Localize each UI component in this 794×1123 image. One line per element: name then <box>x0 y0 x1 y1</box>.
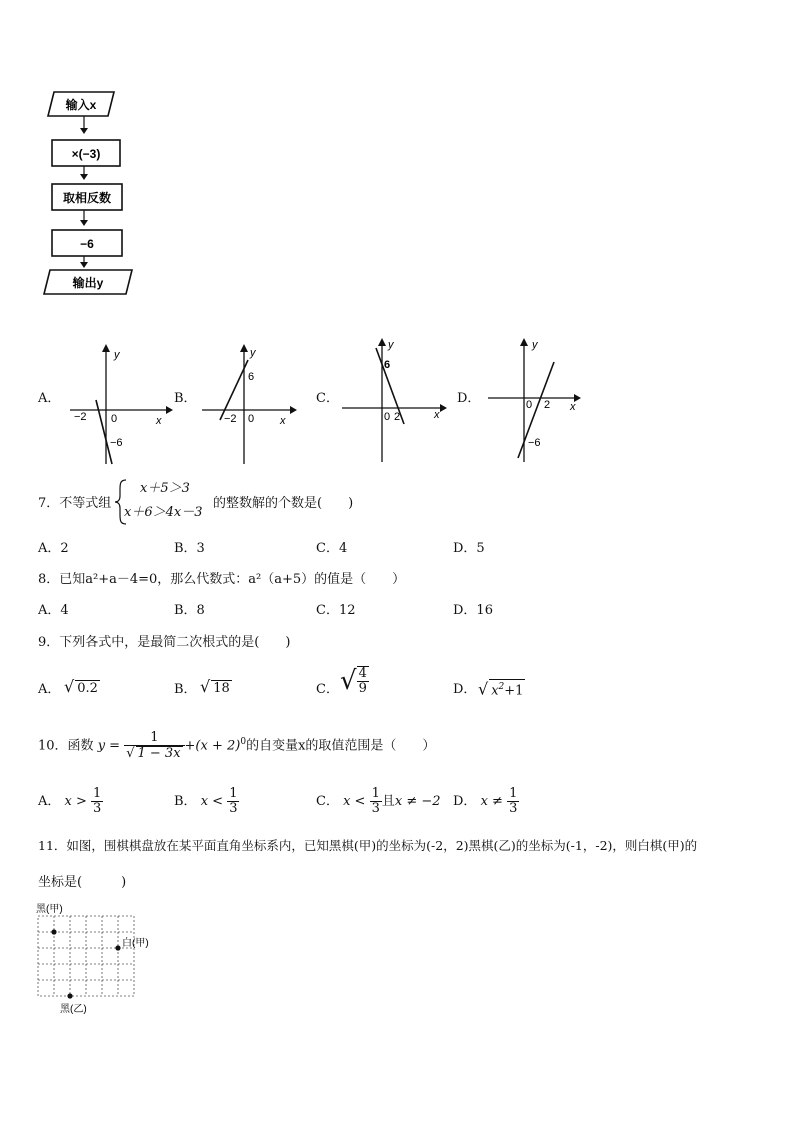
q10-b-den: 3 <box>229 801 238 816</box>
q7-option-a: A．2 <box>38 541 69 556</box>
go-board-figure <box>34 900 174 1020</box>
flowchart-step-subtract: −6 <box>80 237 94 251</box>
q9-option-d-label: D． <box>453 682 477 697</box>
q10-frac-num: 1 <box>124 731 184 746</box>
q10-d-num: 1 <box>509 786 518 801</box>
flowchart-step-input: 输入x <box>65 98 97 112</box>
q7-option-d: D．5 <box>453 541 485 556</box>
q9-option-a: √ 0.2 <box>64 677 98 696</box>
graph-option-b-label: B． <box>174 391 197 406</box>
q7-inequality-1: x＋5＞3 <box>140 481 190 496</box>
q10-b-lhs: x < <box>200 794 224 809</box>
graph-option-a-label: A． <box>38 391 61 406</box>
q10-d-lhs: x ≠ <box>480 794 503 809</box>
graph-a-yint: −6 <box>110 437 123 449</box>
q9-option-d: √ $x^2+1$ <box>478 679 524 699</box>
black-stone-a <box>51 929 56 934</box>
q9-c-denominator: 9 <box>358 681 367 696</box>
q10-option-d-label: D． <box>453 794 477 809</box>
label-white-a: 白(甲) <box>122 938 149 949</box>
graph-b-axis-y: y <box>250 347 256 359</box>
graph-c-yint: 6 <box>384 359 391 371</box>
q9-option-b: √ 18 <box>200 677 230 696</box>
q10-a-lhs: x > <box>64 794 87 809</box>
q10-frac-den: 1 − 3x <box>137 746 181 761</box>
q9-stem: 9．下列各式中，是最简二次根式的是( ) <box>38 635 291 650</box>
q10-exp: 0 <box>240 737 247 748</box>
white-stone-a <box>115 945 120 950</box>
q11-stem-line1: 11．如图，围棋棋盘放在某平面直角坐标系内，已知黑棋(甲)的坐标为(-2，2)黑棋(乙)的坐标为(-1，-2)，则白棋(甲)的 <box>38 838 698 853</box>
q9-option-a-label: A． <box>38 682 61 697</box>
graph-c-origin: 0 <box>384 411 391 423</box>
q10-option-b <box>174 787 239 816</box>
q10-a-den: 3 <box>93 801 102 816</box>
q9-d-exp: 2 <box>498 682 505 692</box>
q9-c-numerator: 4 <box>358 666 367 681</box>
q9-d-rest: +1 <box>504 683 524 699</box>
graph-a-axis-x: x <box>156 415 162 427</box>
q10-c-num: 1 <box>371 786 380 801</box>
q8-option-d: D．16 <box>453 603 493 618</box>
graph-option-d-label: D． <box>457 391 481 406</box>
graph-c-axis-x: x <box>434 409 440 421</box>
q9-option-b-label: B． <box>174 682 197 697</box>
graph-b-axis-x: x <box>280 415 286 427</box>
q10-option-c-label: C． <box>316 794 339 809</box>
q10-stem: 10．函数 y = $\frac{1}{√ 1 - 3x}$ $+(x + 2)^0$的自变量x的取值范围是（ ） <box>38 730 436 761</box>
q9-option-c: √ $\frac{4}{9}$ <box>340 666 367 696</box>
q7-option-c: C．4 <box>316 541 348 556</box>
graph-d-axis-y: y <box>532 339 538 351</box>
q10-option-a-label: A． <box>38 794 61 809</box>
q10-option-b-label: B． <box>174 794 197 809</box>
graph-option-c <box>340 334 452 466</box>
graph-c-xint: 2 <box>394 411 401 423</box>
q10-c-lhs: x < <box>343 794 366 809</box>
graph-d-xint: 2 <box>544 399 551 411</box>
graph-option-d <box>486 334 586 466</box>
label-black-a: 黑(甲) <box>36 904 63 915</box>
q10-b-num: 1 <box>229 786 238 801</box>
q10-option-d <box>453 787 519 816</box>
q10-c-mid: 且 <box>381 794 395 809</box>
q7-suffix: 的整数解的个数是( ) <box>213 496 354 511</box>
q10-c-rhs: x ≠ −2 <box>394 794 441 809</box>
label-black-b: 黑(乙) <box>60 1004 87 1015</box>
go-board-grid <box>38 916 134 996</box>
graph-b-origin: 0 <box>248 413 255 425</box>
graph-d-axis-x: x <box>570 401 576 413</box>
q10-option-c <box>316 787 441 816</box>
q10-d-den: 3 <box>509 801 518 816</box>
graph-option-b <box>198 340 303 470</box>
q10-c-den: 3 <box>371 801 380 816</box>
graph-a-axis-y: y <box>114 349 120 361</box>
q7-prefix: 7．不等式组 <box>38 496 112 511</box>
graph-b-xint: −2 <box>224 413 237 425</box>
graph-c-axis-y: y <box>388 339 394 351</box>
q10-prefix: 10．函数 <box>38 738 94 754</box>
q8-stem: 8．已知a²+a－4=0，那么代数式：a²（a+5）的值是（ ） <box>38 572 406 587</box>
graph-d-origin: 0 <box>526 399 533 411</box>
q10-y-eq: y = <box>97 738 121 754</box>
q10-suffix: 的自变量x的取值范围是（ ） <box>246 738 436 754</box>
graph-a-origin: 0 <box>111 413 118 425</box>
q11-stem-line2: 坐标是( ) <box>38 875 127 890</box>
graph-option-c-label: C． <box>316 391 339 406</box>
graph-a-xint: −2 <box>74 411 87 423</box>
q10-option-a <box>38 787 103 816</box>
flowchart-step-multiply: ×(−3) <box>71 147 101 161</box>
q9-d-base: x <box>491 683 499 699</box>
q10-plus-term: +(x + 2) <box>184 738 241 754</box>
q9-a-radicand: 0.2 <box>77 681 98 696</box>
graph-b-yint: 6 <box>248 371 255 383</box>
q8-option-b: B．8 <box>174 603 205 618</box>
q9-option-c-label: C． <box>316 682 339 697</box>
q8-option-c: C．12 <box>316 603 356 618</box>
graph-d-yint: −6 <box>528 437 541 449</box>
q9-b-radicand: 18 <box>213 681 230 696</box>
flowchart <box>40 88 150 300</box>
q8-option-a: A．4 <box>38 603 69 618</box>
q7-inequality-2: x＋6＞4x－3 <box>124 505 203 520</box>
black-stone-b <box>67 993 72 998</box>
graph-option-a <box>66 340 176 470</box>
flowchart-step-negate: 取相反数 <box>62 191 112 205</box>
q7-option-b: B．3 <box>174 541 205 556</box>
q10-a-num: 1 <box>93 786 102 801</box>
flowchart-step-output: 输出y <box>72 276 104 290</box>
